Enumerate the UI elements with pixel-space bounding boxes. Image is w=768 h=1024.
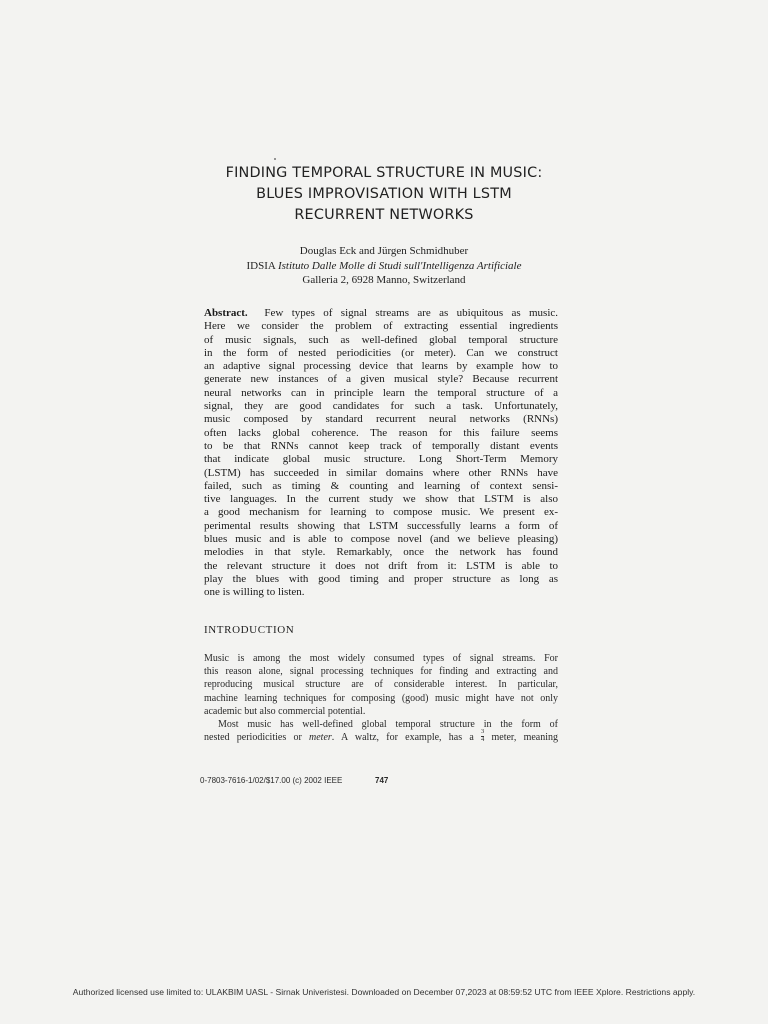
- abstract-line: of music signals, such as well-defined global temporal structure: [204, 333, 558, 346]
- page-number: 747: [375, 776, 389, 785]
- section-heading: INTRODUCTION: [204, 624, 295, 636]
- abstract-line: neural networks can in principle learn the temporal structure of a: [204, 386, 558, 399]
- affiliation-prefix: IDSIA: [246, 259, 278, 272]
- title-line: BLUES IMPROVISATION WITH LSTM: [256, 186, 512, 202]
- abstract-line: failed, such as timing & counting and learning of context sensi-: [204, 479, 558, 492]
- abstract-line: Abstract. Few types of signal streams are as ubiquitous as music.: [204, 307, 559, 319]
- abstract-line: that indicate global music structure. Long Short-Term Memory: [204, 453, 558, 466]
- abstract-line: perimental results showing that LSTM successfully learns a form of: [204, 519, 558, 532]
- abstract-line: the relevant structure it does not drift from it: LSTM is able to: [204, 559, 558, 572]
- abstract-line: a good mechanism for learning to compose music. We present ex-: [204, 506, 558, 519]
- intro-line: machine learning techniques for composing (good) music might have not only: [204, 692, 558, 704]
- abstract-line: an adaptive signal processing device that learns by example how to: [204, 360, 558, 373]
- copyright-line: 0-7803-7616-1/02/$17.00 (c) 2002 IEEE: [200, 776, 343, 785]
- abstract-line: tive languages. In the current study we show that LSTM is also: [204, 493, 558, 506]
- abstract: [204, 307, 558, 600]
- abstract-line: to be that RNNs cannot keep track of temporally distant events: [204, 439, 558, 452]
- abstract-line: often lacks global coherence. The reason for this failure seems: [204, 426, 558, 439]
- intro-line: Most music has well-defined global temporal structure in the form of: [218, 718, 558, 730]
- abstract-line: melodies in that style. Remarkably, once the network has found: [204, 546, 558, 559]
- affiliation-institute: Istituto Dalle Molle di Studi sull'Intelligenza Artificiale: [277, 259, 522, 272]
- abstract-line: blues music and is able to compose novel (and we believe pleasing): [204, 533, 558, 546]
- abstract-line: (LSTM) has succeeded in similar domains where other RNNs have: [204, 466, 558, 479]
- meter-term: meter: [309, 732, 332, 744]
- author-address: Galleria 2, 6928 Manno, Switzerland: [302, 274, 466, 286]
- author-names: Douglas Eck and Jürgen Schmidhuber: [299, 245, 469, 257]
- intro-line: this reason alone, signal processing techniques for finding and extracting and: [204, 666, 558, 678]
- abstract-line: signal, they are good candidates for such a task. Unfortunately,: [204, 400, 558, 413]
- paper-title: [180, 163, 588, 226]
- title-line: RECURRENT NETWORKS: [294, 207, 474, 223]
- intro-line: Music is among the most widely consumed types of signal streams. For: [204, 653, 558, 664]
- author-block: [180, 244, 588, 288]
- abstract-label: Abstract.: [204, 307, 248, 319]
- abstract-line: Here we consider the problem of extracting essential ingredients: [204, 320, 558, 333]
- abstract-line: music composed by standard recurrent neural networks (RNNs): [204, 413, 558, 426]
- title-line: FINDING TEMPORAL STRUCTURE IN MUSIC:: [225, 165, 543, 181]
- intro-line: nested periodicities or meter. A waltz, for example, has a $\frac{3}{4}$ meter, meaning: [204, 728, 559, 744]
- scan-speck: [274, 158, 276, 160]
- abstract-line: in the form of nested periodicities (or meter). Can we construct: [204, 346, 558, 359]
- abstract-line: one is willing to listen.: [204, 586, 305, 599]
- intro-line: reproducing musical structure are of considerable interest. In particular,: [204, 679, 558, 691]
- abstract-line: generate new instances of a given musical style? Because recurrent: [204, 373, 558, 386]
- license-notice: Authorized licensed use limited to: ULAKBIM UASL - Sirnak Univeristesi. Downloaded on December 07,2023 at 08:59:52 UTC from IEEE Xplore. Restrictions apply.: [72, 987, 696, 997]
- time-signature-fraction: $\frac{3}{4}$: [481, 728, 485, 743]
- intro-line: academic but also commercial potential.: [204, 705, 366, 717]
- introduction-body: [204, 652, 558, 744]
- author-affiliation: [180, 259, 588, 274]
- abstract-line: play the blues with good timing and proper structure as long as: [204, 572, 558, 585]
